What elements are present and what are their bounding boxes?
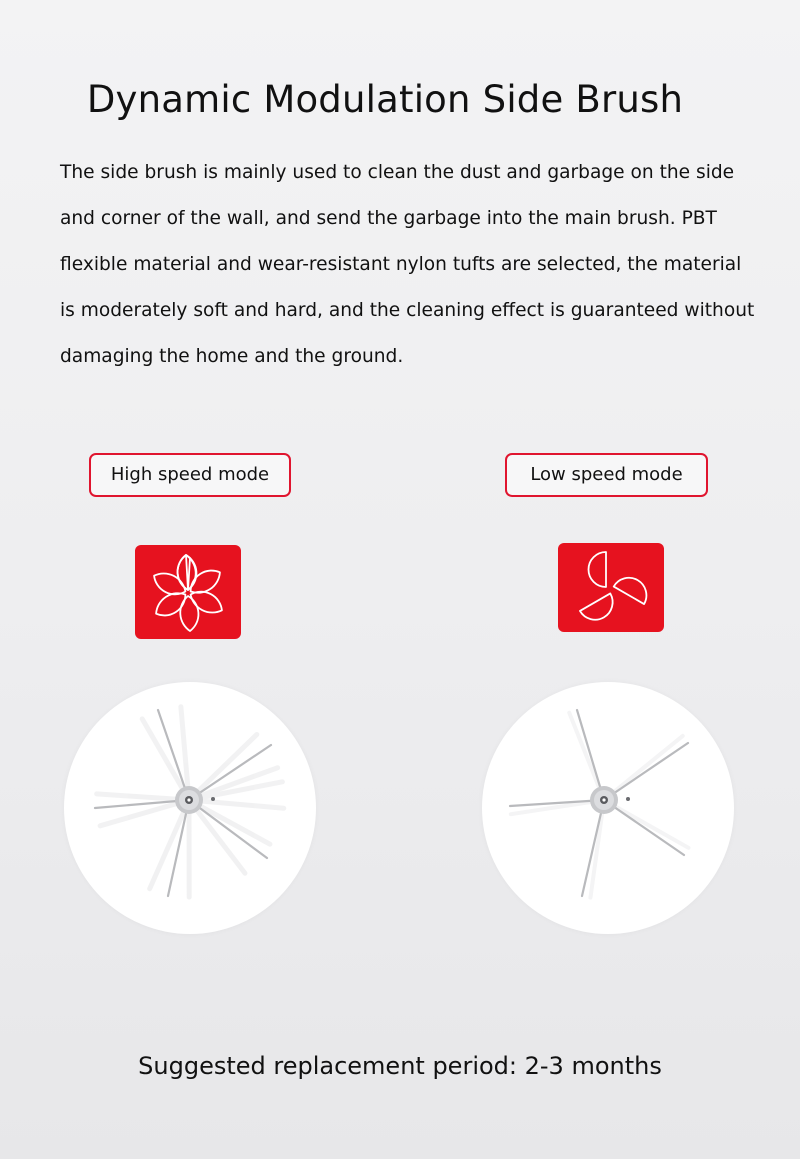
fan-six-blade-icon (135, 545, 241, 639)
replacement-period-text: Suggested replacement period: 2-3 months (138, 1052, 662, 1080)
description-text: The side brush is mainly used to clean the dust and garbage on the side and corner of the wall, and send the garbage into the main brush. PBT flexible material and wear-resistant nylon tufts are selected, the material is moderately soft and hard, and the cleaning effect is guaranteed without damaging the home and the ground. (60, 162, 755, 367)
fan-three-blade-icon (558, 543, 664, 632)
side-brush-low-speed-image (482, 682, 734, 934)
page-title: Dynamic Modulation Side Brush (86, 78, 684, 121)
side-brush-high-speed-image (64, 682, 316, 934)
high-speed-mode-label: High speed mode (89, 453, 291, 497)
low-speed-mode-label: Low speed mode (505, 453, 708, 497)
